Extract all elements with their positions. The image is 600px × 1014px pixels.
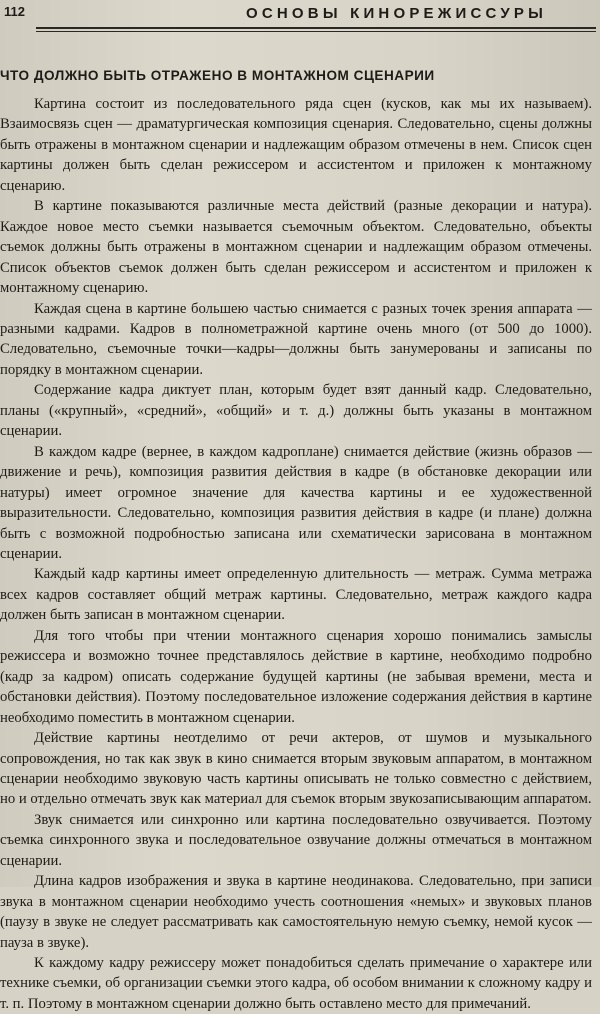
paragraph: Действие картины неотделимо от речи актеров, от шумов и музыкального сопровождения, но так как звук в кино снимается вторым звуковым аппаратом, в монтажном сценарии необходимо звуковую часть картины описывать не только совместно с действием, но и отдельно отмечать звук как материал для съемок вторым звукозаписывающим аппаратом. xyxy=(0,730,592,808)
paragraph: Длина кадров изображения и звука в картине неодинакова. Следовательно, при записи звука в монтажном сценарии необходимо учесть соотношения «немых» и звуковых планов (паузу в звуке не следует рассматривать как самостоятельную немую съемку, немой кусок — пауза в звуке). xyxy=(0,873,592,951)
header-rule-thin xyxy=(36,31,596,32)
paragraph: В картине показываются различные места действий (разные декорации и натура). Каждое новое место съемки называется съемочным объектом. Следовательно, объекты съемок должны быть отражены в монтажном сценарии и надлежащим образом отмечены. Список объектов съемок должен быть сделан режиссером и ассистентом и приложен к монтажному сценарию. xyxy=(0,198,592,297)
paragraph: В каждом кадре (вернее, в каждом кадроплане) снимается действие (жизнь образов — движение и речь), композиция развития действия в кадре (в обстановке декорации или натуры) имеет огромное значение для качества картины и ее художественной выразительности. Следовательно, композиция развития действия в кадре (и плане) должна быть с возможной подробностью записана или схематически зарисована в монтажном сценарии. xyxy=(0,443,592,562)
paragraph: Содержание кадра диктует план, которым будет взят данный кадр. Следовательно, планы («крупный», «средний», «общий» и т. д.) должны быть указаны в монтажном сценарии. xyxy=(0,382,592,440)
body-text xyxy=(0,94,592,1014)
paragraph: Для того чтобы при чтении монтажного сценария хорошо понимались замыслы режиссера и возможно точнее представлялось действие в картине, необходимо подробно (кадр за кадром) описать содержание будущей картины (не забывая времени, места и обстановки действия). Поэтому последовательное изложение содержания действия в картине необходимо поместить в монтажном сценарии. xyxy=(0,627,592,726)
paragraph: Каждый кадр картины имеет определенную длительность — метраж. Сумма метража всех кадров составляет общий метраж картины. Следовательно, метраж каждого кадра должен быть записан в монтажном сценарии. xyxy=(0,566,592,624)
running-head xyxy=(0,0,600,30)
header-rule xyxy=(36,27,596,29)
page-number: 112 xyxy=(4,4,25,19)
paragraph: Каждая сцена в картине большею частью снимается с разных точек зрения аппарата — разными кадрами. Кадров в полнометражной картине очень много (от 500 до 1000). Следовательно, съемочные точки—кадры—должны быть занумерованы и записаны по порядку в монтажном сценарии. xyxy=(0,300,592,378)
paragraph: Звук снимается или синхронно или картина последовательно озвучивается. Поэтому съемка синхронного звука и последовательное озвучание должны отмечаться в монтажном сценарии. xyxy=(0,811,592,869)
book-title: ОСНОВЫ КИНОРЕЖИССУРЫ xyxy=(246,5,547,22)
section-heading: ЧТО ДОЛЖНО БЫТЬ ОТРАЖЕНО В МОНТАЖНОМ СЦЕНАРИИ xyxy=(0,68,435,83)
paragraph: К каждому кадру режиссеру может понадобиться сделать примечание о характере или технике съемки, об организации съемки этого кадра, об особом внимании к сложному кадру и т. п. Поэтому в монтажном сценарии должно быть оставлено место для примечаний. xyxy=(0,955,592,1012)
paragraph: Картина состоит из последовательного ряда сцен (кусков, как мы их называем). Взаимосвязь сцен — драматургическая композиция сценария. Следовательно, сцены должны быть отражены в монтажном сценарии и надлежащим образом отмечены в нем. Список сцен картины должен быть сделан режиссером и ассистентом и приложен к монтажному сценарию. xyxy=(0,96,592,194)
